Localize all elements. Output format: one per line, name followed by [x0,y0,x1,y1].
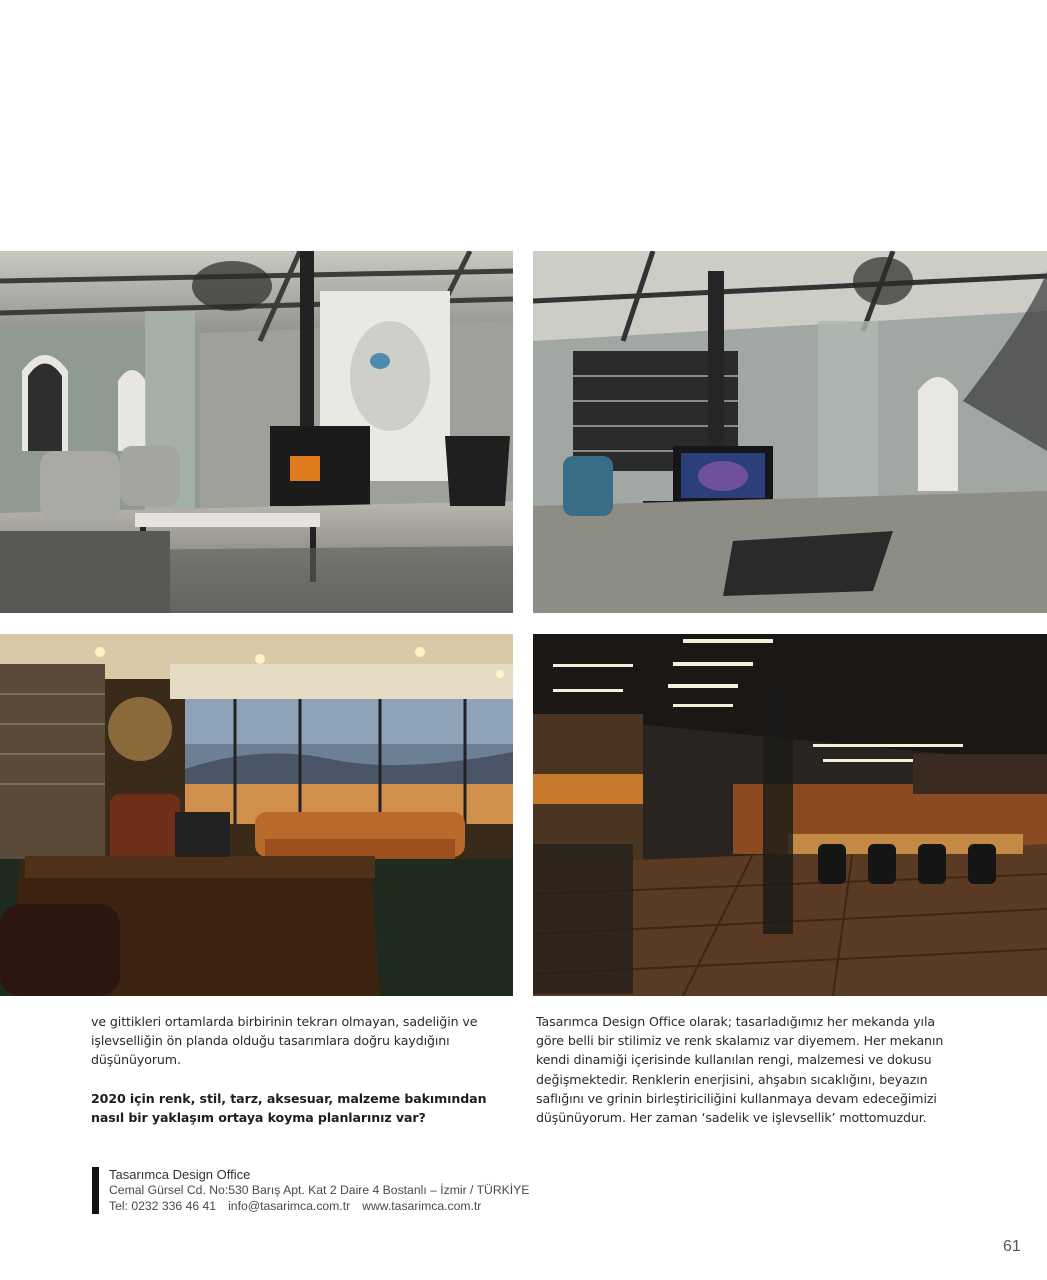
interview-question: 2020 için renk, stil, tarz, aksesuar, malzeme bakımından nasıl bir yaklaşım ortaya koyma planlarınız var? [91,1090,487,1125]
photo-loft-lounge-tv-bookshelf [533,251,1047,613]
office-name: Tasarımca Design Office [109,1167,251,1182]
left-paragraph: ve gittikleri ortamlarda birbirinin tekrarı olmayan, sadeliğin ve işlevselliğin ön planda olduğu tasarımlara doğru kaydığını düşünüyorum. [91,1014,478,1068]
website-link[interactable]: www.tasarimca.com.tr [362,1198,482,1213]
photo-executive-office-city-view [0,634,513,996]
page-number: 61 [1003,1238,1021,1255]
article-left-column [91,1012,511,1127]
right-paragraph: Tasarımca Design Office olarak; tasarladığımız her mekanda yıla göre belli bir stilimiz ve renk skalamız var diyemem. Her mekanın kendi dinamiği içerisinde kullanılan rengi, malzemesi ve dokusu değişmektedir. Renklerin enerjisini, ahşabın sıcaklığını, beyazın saflığını ve grinin birleştiriciliğini kullanmaya devam edeceğimizi düşünüyorum. Her zaman ‘sadelik ve işlevsellik’ mottomuzdur. [536,1014,944,1126]
article-right-column [536,1012,956,1127]
email-link[interactable]: info@tasarimca.com.tr [228,1198,351,1213]
office-address: Cemal Gürsel Cd. No:530 Barış Apt. Kat 2 Daire 4 Bostanlı – İzmir / TÜRKİYE [109,1182,530,1197]
contact-footer [92,1167,529,1214]
phone-number: Tel: 0232 336 46 41 [109,1198,217,1213]
contact-line [109,1199,529,1215]
photo-open-plan-office [533,634,1047,996]
photo-loft-living-room-fireplace [0,251,513,613]
